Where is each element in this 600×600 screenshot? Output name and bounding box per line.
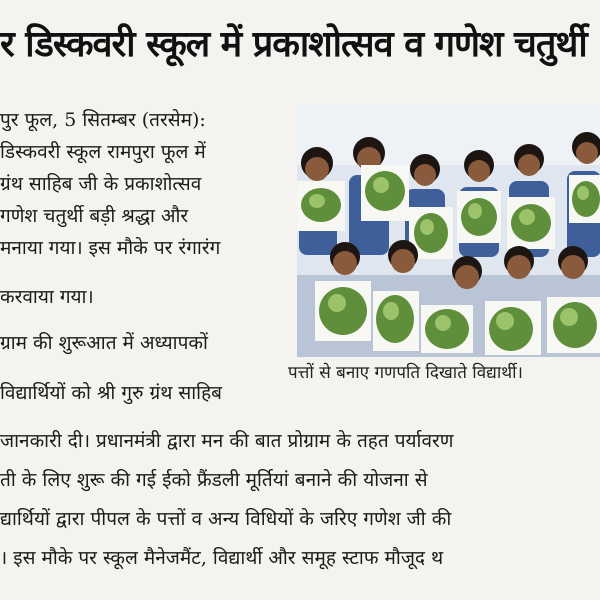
headline: र डिस्कवरी स्कूल में प्रकाशोत्सव व गणेश चतुर्थी — [0, 24, 587, 65]
article-line: डिस्कवरी स्कूल रामपुरा फूल में — [0, 141, 206, 163]
article-line: करवाया गया। — [0, 286, 94, 308]
students-photo — [297, 105, 600, 357]
article-line: मनाया गया। इस मौके पर रंगारंग — [0, 237, 221, 259]
article-line: ग्रंथ साहिब जी के प्रकाशोत्सव — [0, 173, 202, 195]
article-line: जानकारी दी। प्रधानमंत्री द्वारा मन की बात प्रोग्राम के तहत पर्यावरण — [0, 430, 454, 452]
article-line: पुर फूल, 5 सितम्बर (तरसेम): — [0, 109, 206, 131]
article-line: ग्राम की शुरूआत में अध्यापकों — [0, 332, 208, 354]
students-holding-leaf-ganesha-image — [297, 105, 600, 357]
article-line: । इस मौके पर स्कूल मैनेजमैंट, विद्यार्थी और समूह स्टाफ मौजूद थ — [0, 547, 444, 569]
article-line: ती के लिए शुरू की गई ईको फ्रैंडली मूर्तियां बनाने की योजना से — [0, 469, 428, 491]
article-line: विद्यार्थियों को श्री गुरु ग्रंथ साहिब — [0, 382, 223, 404]
article-line: द्यार्थियों द्वारा पीपल के पत्तों व अन्य विधियों के जरिए गणेश जी की — [0, 508, 452, 530]
article-line: गणेश चतुर्थी बड़ी श्रद्धा और — [0, 205, 189, 227]
photo-caption: पत्तों से बनाए गणपति दिखाते विद्यार्थी। — [288, 363, 523, 383]
